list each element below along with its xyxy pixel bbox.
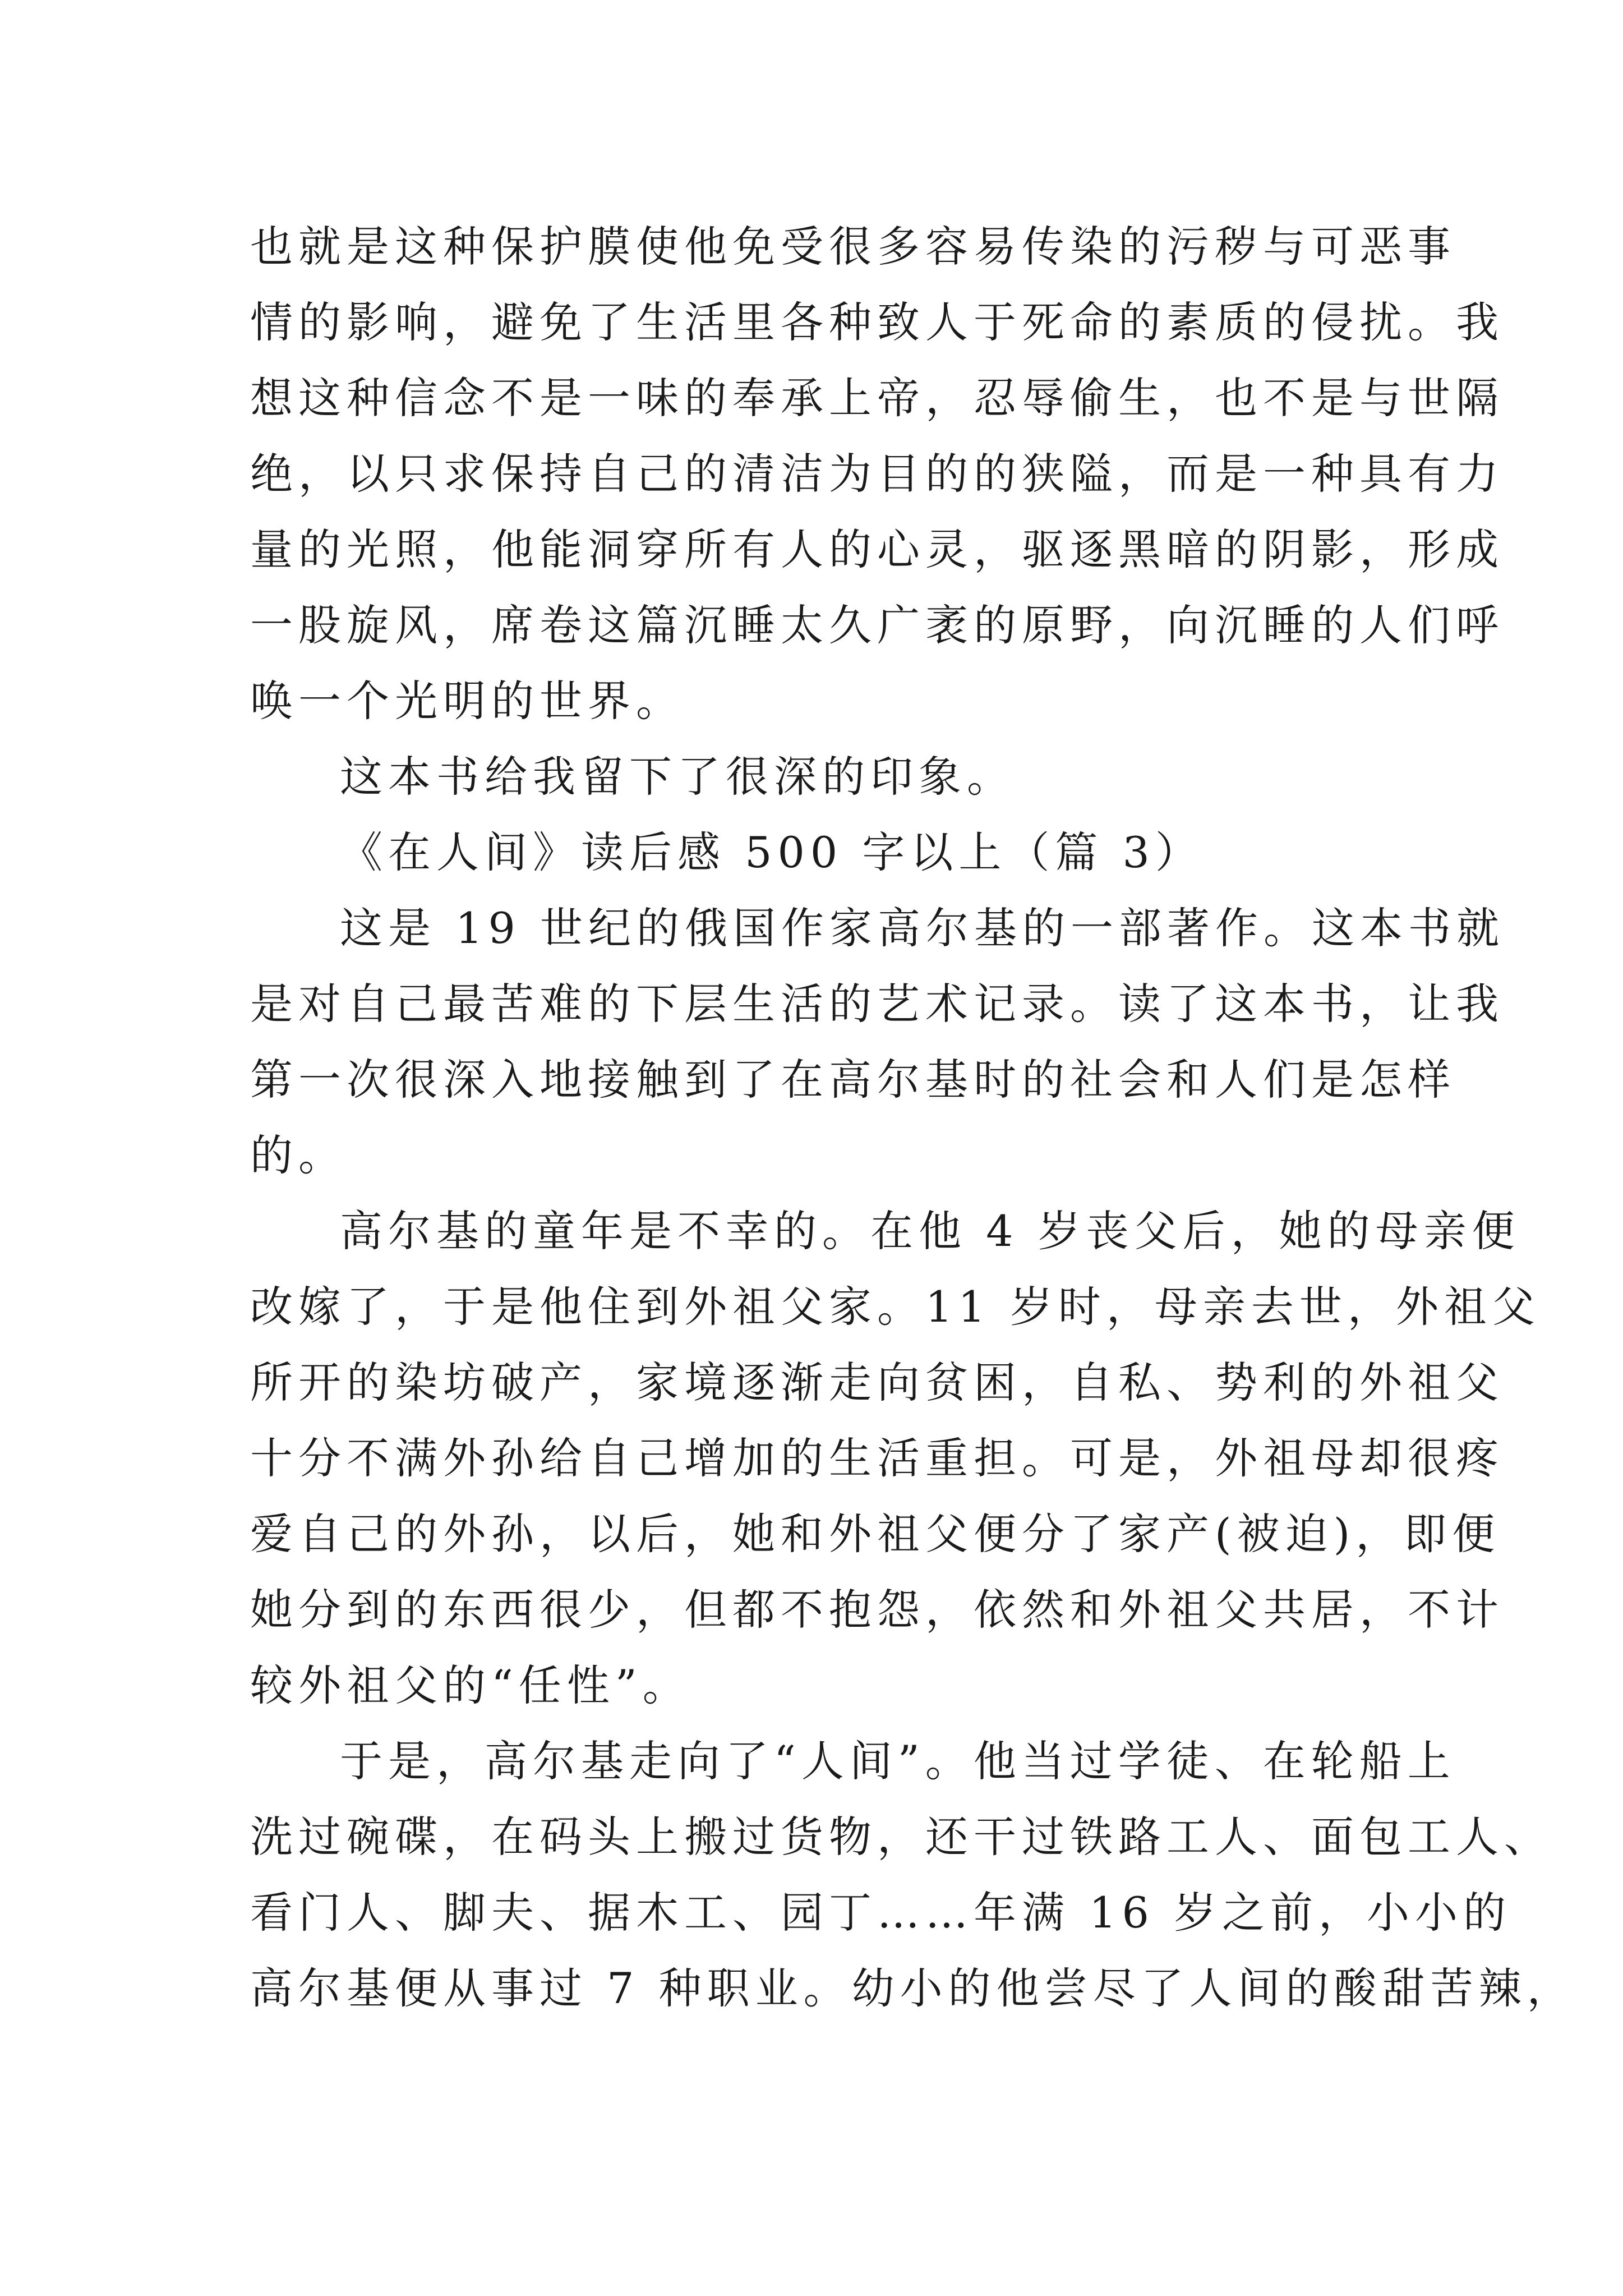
paragraph — [250, 739, 1382, 815]
text-line: 高尔基的童年是不幸的。在他 4 岁丧父后，她的母亲便 — [340, 1206, 1520, 1256]
text-line: 一股旋风，席卷这篇沉睡太久广袤的原野，向沉睡的人们呼 — [250, 600, 1504, 650]
text-line: 她分到的东西很少，但都不抱怨，依然和外祖父共居，不计 — [250, 1585, 1504, 1635]
text-line: 也就是这种保护膜使他免受很多容易传染的污秽与可恶事 — [250, 222, 1456, 272]
paragraph — [250, 209, 1504, 739]
text-line: 看门人、脚夫、据木工、园丁……年满 16 岁之前，小小的 — [250, 1888, 1512, 1938]
heading-line: 《在人间》读后感 500 字以上（篇 3） — [340, 827, 1204, 877]
paragraph — [250, 890, 1505, 1193]
text-line: 改嫁了，于是他住到外祖父家。11 岁时，母亲去世，外祖父 — [250, 1282, 1541, 1332]
text-line: 这本书给我留下了很深的印象。 — [340, 752, 1015, 802]
text-line: 十分不满外孙给自己增加的生活重担。可是，外祖母却很疼 — [250, 1433, 1504, 1483]
text-line: 情的影响，避免了生活里各种致人于死命的素质的侵扰。我 — [250, 297, 1504, 347]
text-line: 较外祖父的“任性”。 — [250, 1660, 691, 1710]
text-line: 洗过碗碟，在码头上搬过货物，还干过铁路工人、面包工人、 — [250, 1812, 1552, 1862]
text-line: 想这种信念不是一味的奉承上帝，忍辱偷生，也不是与世隔 — [250, 373, 1504, 423]
text-line: 高尔基便从事过 7 种职业。幼小的他尝尽了人间的酸甜苦辣， — [250, 1963, 1575, 2013]
text-line: 量的光照，他能洞穿所有人的心灵，驱逐黑暗的阴影，形成 — [250, 524, 1504, 574]
text-line: 绝，以只求保持自己的清洁为目的的狭隘，而是一种具有力 — [250, 449, 1504, 499]
document-page — [250, 209, 1575, 2026]
text-line: 爱自己的外孙，以后，她和外祖父便分了家产(被迫)，即便 — [250, 1509, 1501, 1559]
section-heading — [250, 815, 1382, 890]
text-line: 所开的染坊破产，家境逐渐走向贫困，自私、势利的外祖父 — [250, 1358, 1504, 1407]
text-line: 的。 — [250, 1130, 347, 1180]
text-line: 于是，高尔基走向了“人间”。他当过学徒、在轮船上 — [340, 1736, 1456, 1786]
paragraph — [250, 1193, 1541, 1723]
text-line: 是对自己最苦难的下层生活的艺术记录。读了这本书，让我 — [250, 979, 1504, 1029]
paragraph — [250, 1723, 1575, 2026]
text-line: 唤一个光明的世界。 — [250, 676, 684, 726]
text-line: 这是 19 世纪的俄国作家高尔基的一部著作。这本书就 — [340, 903, 1505, 953]
text-line: 第一次很深入地接触到了在高尔基时的社会和人们是怎样 — [250, 1055, 1456, 1105]
